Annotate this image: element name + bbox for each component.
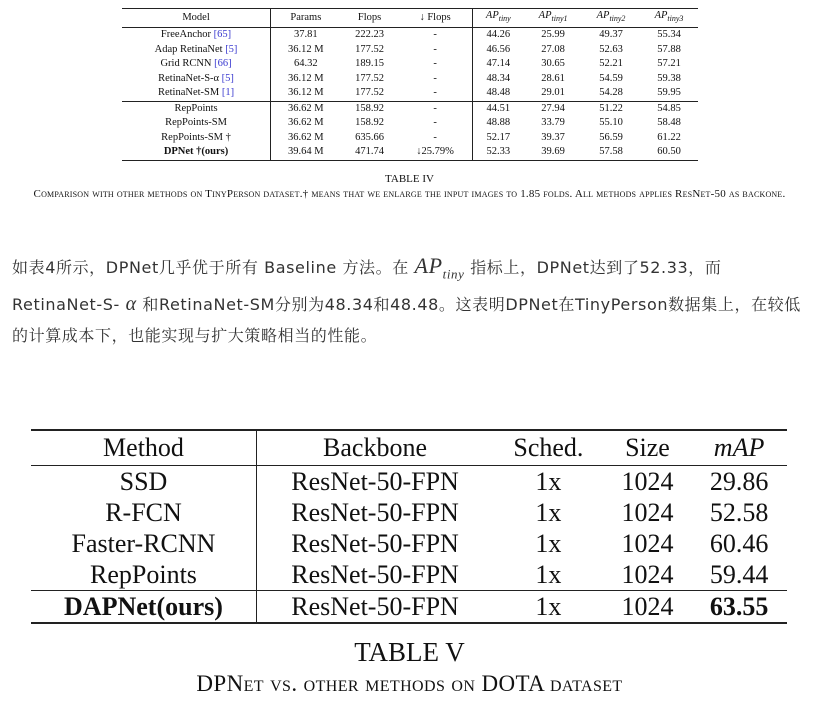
cell-flops: 158.92: [355, 117, 385, 129]
cell-method: RepPoints: [31, 559, 256, 591]
cell-ap-tiny3: 54.85: [657, 102, 681, 114]
cell-ap-tiny3: 58.48: [657, 117, 681, 129]
citation: [5]: [221, 72, 234, 84]
cell-map: 63.55: [709, 591, 769, 621]
table-row: [122, 43, 698, 58]
table-row: [122, 57, 698, 72]
cell-ap-tiny1: 25.99: [541, 29, 565, 41]
cell-ap-tiny1: 27.08: [541, 43, 565, 55]
header-params: Params: [290, 12, 322, 23]
table-v-container: [31, 429, 787, 624]
cell-map: 59.44: [709, 559, 769, 589]
cell-flops: 635.66: [355, 131, 385, 143]
table-v-body: [31, 466, 787, 591]
cell-model: [122, 43, 271, 58]
cell-model: [122, 57, 271, 72]
cell-method: DAPNet(ours): [31, 591, 256, 624]
table-row: [122, 116, 698, 131]
table-header-row: [31, 430, 787, 466]
cell-ap-tiny2: 52.63: [599, 43, 623, 55]
table-row: [122, 131, 698, 146]
cell-flops: 189.15: [355, 58, 385, 70]
cell-dflops: -: [399, 28, 472, 43]
cell-ap-tiny3: 61.22: [657, 131, 681, 143]
cell-backbone: ResNet-50-FPN: [291, 528, 459, 558]
cell-params: 36.12 M: [288, 43, 324, 55]
cell-ap-tiny1: 30.65: [541, 58, 565, 70]
cell-flops: 158.92: [355, 102, 385, 114]
table-header-row: [122, 9, 698, 28]
cell-dflops: ↓25.79%: [399, 145, 472, 160]
paragraph-text-3: 和RetinaNet-SM分别为48.34和48.48。这表明DPNet在TinyPerson数据集上，在较低的计算成本下，也能实现与扩大策略相当的性能。: [12, 295, 801, 346]
alpha-symbol: α: [125, 293, 137, 316]
model-name: DPNet †(ours): [163, 146, 229, 158]
cell-dflops: -: [399, 72, 472, 87]
table-row: [122, 86, 698, 101]
cell-flops: 177.52: [355, 87, 385, 99]
cell-backbone: ResNet-50-FPN: [291, 591, 459, 621]
citation: [1]: [221, 87, 235, 99]
citation: [66]: [214, 58, 232, 70]
cell-ap-tiny: 48.48: [486, 87, 511, 99]
cell-model: [122, 101, 271, 116]
cell-ap-tiny3: 60.50: [657, 146, 681, 158]
cell-ap-tiny2: 56.59: [599, 131, 623, 143]
ap-tiny-symbol: $AP_{tiny}$: [414, 253, 465, 282]
cell-ap-tiny1: 27.94: [541, 102, 565, 114]
cell-ap-tiny: 48.34: [486, 72, 511, 84]
table-iv-group-1: [122, 28, 698, 102]
cell-size: 1024: [621, 466, 674, 496]
paragraph-text-2: 指标上，DPNet达到了52.33，而RetinaNet-S-: [12, 258, 722, 315]
header-ap-tiny3: $AP_{tiny3}$: [654, 10, 684, 24]
header-backbone: Backbone: [323, 433, 428, 462]
table-row: [122, 28, 698, 43]
paragraph-text-1: 如表4所示，DPNet几乎优于所有 Baseline 方法。在: [12, 258, 415, 277]
cell-ap-tiny3: 59.95: [657, 87, 681, 99]
cell-sched: 1x: [535, 591, 562, 621]
cell-size: 1024: [621, 559, 674, 589]
cell-ap-tiny: 44.26: [486, 29, 511, 41]
model-name: Adap RetinaNet: [154, 43, 223, 55]
table-iv-title: TABLE IV: [385, 173, 434, 185]
cell-ap-tiny2: 54.59: [599, 72, 623, 84]
table-iv-group-2: [122, 101, 698, 160]
cell-params: 36.12 M: [288, 87, 324, 99]
cell-ap-tiny2: 57.58: [599, 146, 623, 158]
cell-params: 64.32: [294, 58, 318, 70]
cell-dflops: -: [399, 57, 472, 72]
cell-model: [122, 86, 271, 101]
header-sched: Sched.: [513, 433, 584, 462]
cell-backbone: ResNet-50-FPN: [291, 497, 459, 527]
cell-model: [122, 28, 271, 43]
table-row-ours: [31, 591, 787, 624]
citation: [5]: [225, 43, 238, 55]
cell-model: [122, 72, 271, 87]
cell-ap-tiny1: 28.61: [541, 72, 565, 84]
table-row: [122, 72, 698, 87]
citation: [65]: [213, 29, 232, 41]
cell-ap-tiny3: 59.38: [657, 72, 681, 84]
cell-ap-tiny2: 52.21: [599, 58, 623, 70]
cell-method: R-FCN: [31, 497, 256, 528]
header-dflops: ↓ Flops: [399, 9, 472, 28]
table-iv-caption: Comparison with other methods on TinyPerson dataset.† means that we enlarge the input images to 1.85 folds. All methods applies ResNet-50 as backone.: [33, 188, 786, 200]
cell-dflops: -: [399, 131, 472, 146]
cell-dflops: -: [399, 116, 472, 131]
cell-flops: 177.52: [355, 72, 385, 84]
cell-params: 36.62 M: [288, 117, 324, 129]
cell-size: 1024: [621, 528, 674, 558]
cell-params: 36.12 M: [288, 72, 324, 84]
table-iv-container: [122, 8, 698, 161]
cell-params: 36.62 M: [288, 131, 324, 143]
cell-backbone: ResNet-50-FPN: [291, 466, 459, 496]
header-map: mAP: [713, 433, 765, 462]
cell-ap-tiny3: 57.21: [657, 58, 681, 70]
cell-ap-tiny2: 51.22: [599, 102, 623, 114]
cell-size: 1024: [621, 591, 674, 621]
table-iv: [122, 8, 698, 161]
header-ap-tiny1: $AP_{tiny1}$: [538, 10, 568, 24]
model-name: FreeAnchor: [160, 29, 212, 41]
cell-sched: 1x: [535, 528, 562, 558]
cell-ap-tiny: 44.51: [486, 102, 511, 114]
model-name: RepPoints-SM †: [161, 131, 231, 143]
cell-ap-tiny3: 55.34: [657, 29, 681, 41]
cell-model: [122, 131, 271, 146]
cell-method: SSD: [31, 466, 256, 498]
table-row: [31, 497, 787, 528]
model-name: Grid RCNN: [160, 58, 212, 70]
table-v: [31, 429, 787, 624]
header-method: Method: [31, 430, 256, 466]
cell-map: 29.86: [709, 466, 769, 496]
cell-model: [122, 145, 271, 160]
cell-ap-tiny2: 54.28: [599, 87, 623, 99]
table-v-caption: DPNet vs. other methods on DOTA dataset: [196, 671, 623, 696]
cell-flops: 471.74: [355, 146, 385, 158]
table-v-ours: [31, 591, 787, 624]
table-row: [122, 101, 698, 116]
cell-ap-tiny: 52.33: [486, 146, 511, 158]
cell-size: 1024: [621, 497, 674, 527]
cell-sched: 1x: [535, 497, 562, 527]
header-size: Size: [625, 433, 670, 462]
cell-ap-tiny: 52.17: [486, 131, 511, 143]
header-model: Model: [122, 9, 271, 28]
cell-dflops: -: [399, 86, 472, 101]
header-ap-tiny2: $AP_{tiny2}$: [596, 10, 626, 24]
cell-flops: 222.23: [355, 29, 385, 41]
cell-flops: 177.52: [355, 43, 385, 55]
table-iv-caption-block: [0, 172, 819, 202]
table-row: [31, 466, 787, 498]
table-v-title: TABLE V: [354, 637, 465, 667]
cell-sched: 1x: [535, 466, 562, 496]
cell-ap-tiny: 47.14: [486, 58, 511, 70]
model-name: RepPoints-SM: [165, 117, 227, 129]
table-row: [31, 528, 787, 559]
cell-method: Faster-RCNN: [31, 528, 256, 559]
cell-map: 60.46: [709, 528, 769, 558]
table-row: [31, 559, 787, 591]
cell-ap-tiny: 46.56: [486, 43, 511, 55]
cell-ap-tiny1: 39.37: [541, 131, 565, 143]
cell-ap-tiny3: 57.88: [657, 43, 681, 55]
cell-dflops: -: [399, 43, 472, 58]
cell-map: 52.58: [709, 497, 769, 527]
cell-ap-tiny2: 55.10: [599, 117, 623, 129]
table-row: [122, 145, 698, 160]
header-flops: Flops: [357, 12, 382, 23]
cell-ap-tiny1: 39.69: [541, 146, 565, 158]
cell-ap-tiny: 48.88: [486, 117, 511, 129]
model-name: RetinaNet-S-α: [158, 72, 220, 84]
cell-model: [122, 116, 271, 131]
cell-params: 36.62 M: [288, 102, 324, 114]
cell-ap-tiny1: 29.01: [541, 87, 565, 99]
cell-params: 37.81: [294, 29, 318, 41]
cell-sched: 1x: [535, 559, 562, 589]
model-name: RepPoints: [174, 102, 218, 114]
cell-dflops: -: [399, 101, 472, 116]
cell-params: 39.64 M: [288, 146, 324, 158]
cell-ap-tiny2: 49.37: [599, 29, 623, 41]
header-ap-tiny: $AP_{tiny}$: [485, 10, 511, 24]
body-paragraph: [12, 250, 812, 351]
cell-ap-tiny1: 33.79: [541, 117, 565, 129]
cell-backbone: ResNet-50-FPN: [291, 559, 459, 589]
model-name: RetinaNet-SM: [157, 87, 220, 99]
